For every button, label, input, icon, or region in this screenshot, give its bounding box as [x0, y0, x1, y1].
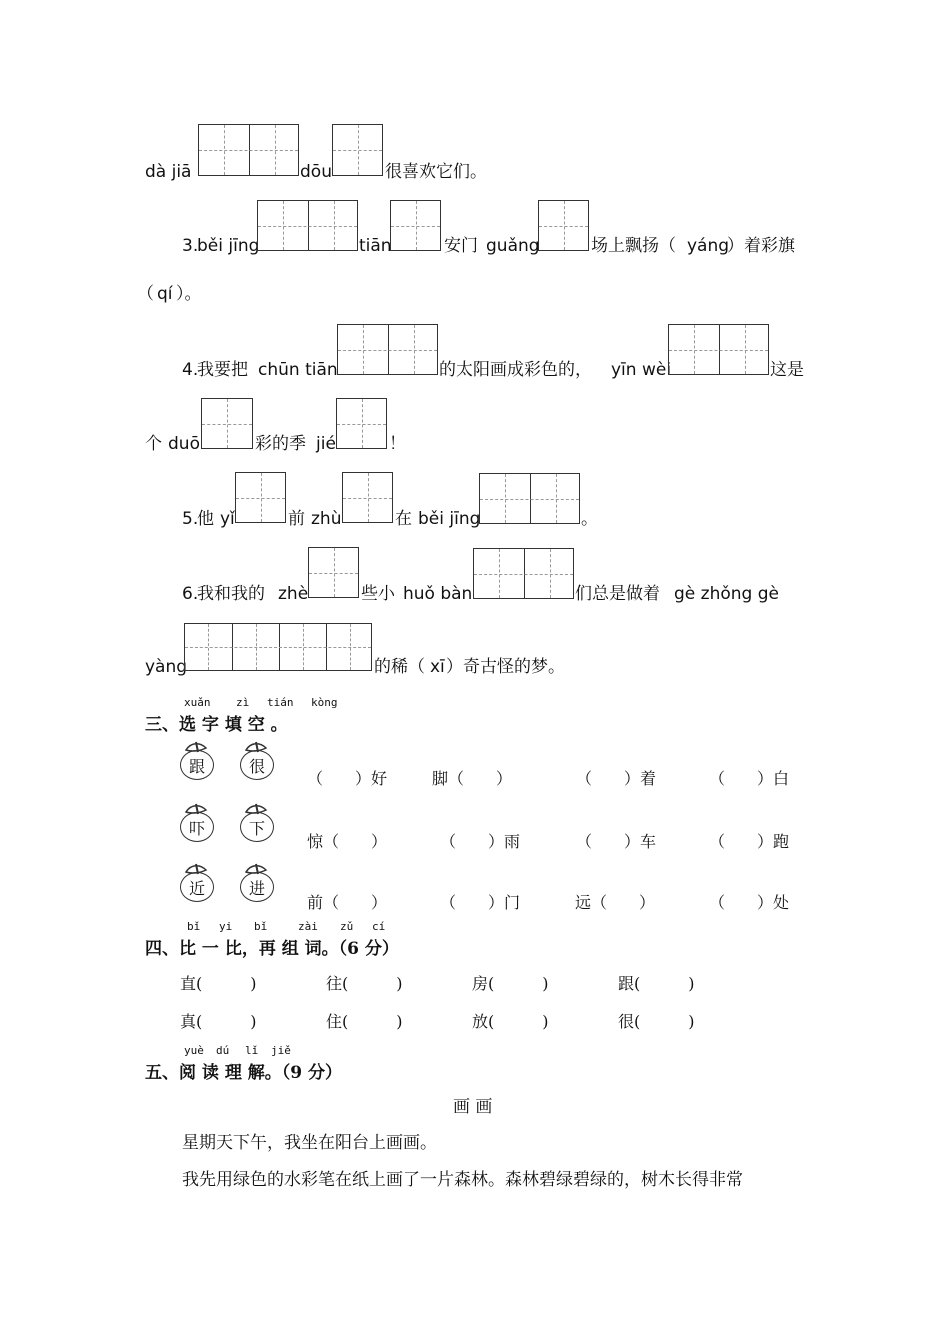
- ruby-bi2: bǐ: [254, 920, 268, 933]
- fill-blank[interactable]: 脚（ ）: [432, 769, 513, 788]
- sentence-text: ）。: [176, 284, 202, 304]
- sentence-text: 的太阳画成彩色的，: [439, 360, 592, 380]
- apple-char-card: 吓: [180, 806, 216, 842]
- ruby-xuan: xuǎn: [184, 696, 211, 709]
- ruby-bi: bǐ: [187, 920, 201, 933]
- writing-grid[interactable]: [235, 472, 286, 523]
- ruby-yi: yi: [219, 920, 233, 933]
- ruby-du: dú: [216, 1044, 230, 1057]
- fill-blank[interactable]: （ ）白: [709, 769, 790, 788]
- fill-blank[interactable]: （ ）着: [576, 769, 657, 788]
- pinyin-beijing: běi jīng: [418, 509, 481, 529]
- fill-blank[interactable]: （ ）跑: [709, 832, 790, 851]
- pinyin-yang: yàng: [145, 657, 188, 677]
- passage-paragraph: 星期天下午，我坐在阳台上画画。: [182, 1133, 437, 1153]
- section-title-5: 五、阅 读 理 解。（9 分）: [145, 1063, 343, 1083]
- sentence-text: 个: [145, 434, 162, 454]
- pinyin-tian: tiān: [359, 236, 392, 256]
- sentence-text: 们总是做着: [575, 584, 660, 604]
- sentence-text: 他: [197, 509, 214, 529]
- word-blank[interactable]: 很( ): [618, 1012, 695, 1031]
- fill-blank[interactable]: 远（ ）: [575, 893, 656, 912]
- ruby-kong: kòng: [311, 696, 338, 709]
- pinyin-jie: jié: [316, 434, 336, 454]
- pinyin-guang: guǎng: [486, 236, 540, 256]
- writing-grid[interactable]: [390, 200, 441, 251]
- passage-title: 画 画: [453, 1097, 493, 1117]
- sentence-text: 前: [288, 509, 305, 529]
- sentence-text: 在: [395, 509, 412, 529]
- section-title-4: 四、比 一 比，再 组 词。（6 分）: [145, 939, 399, 959]
- writing-grid[interactable]: [538, 200, 589, 251]
- item-number: 5.: [182, 509, 199, 529]
- ruby-jie: jiě: [271, 1044, 291, 1057]
- ruby-zai: zài: [298, 920, 318, 933]
- ruby-li: lǐ: [245, 1044, 259, 1057]
- fill-blank[interactable]: （ ）门: [440, 893, 521, 912]
- pinyin-beijing: běi jīng: [197, 236, 260, 256]
- apple-char-card: 很: [240, 744, 276, 780]
- pinyin-yi: yǐ: [220, 509, 235, 529]
- pinyin-duo: duō: [168, 434, 200, 454]
- pinyin-gezhongge: gè zhǒng gè: [674, 584, 779, 604]
- word-blank[interactable]: 真( ): [180, 1012, 257, 1031]
- fill-blank[interactable]: （ ）处: [709, 893, 790, 912]
- sentence-text: 。: [581, 509, 598, 529]
- ruby-ci: cí: [372, 920, 386, 933]
- ruby-yue: yuè: [184, 1044, 204, 1057]
- pinyin-yinwei: yīn wèi: [611, 360, 672, 380]
- fill-blank[interactable]: 惊（ ）: [307, 832, 388, 851]
- apple-char-card: 跟: [180, 744, 216, 780]
- sentence-text: （: [137, 284, 154, 304]
- sentence-text: 安门: [444, 236, 478, 256]
- writing-grid[interactable]: [473, 548, 574, 599]
- sentence-text: ！: [389, 434, 406, 454]
- fill-blank[interactable]: （ ）车: [576, 832, 657, 851]
- fill-blank[interactable]: （ ）雨: [440, 832, 521, 851]
- writing-grid[interactable]: [198, 124, 299, 176]
- writing-grid[interactable]: [201, 398, 253, 449]
- pinyin-zhu: zhù: [311, 509, 342, 529]
- apple-char-card: 近: [180, 866, 216, 902]
- writing-grid[interactable]: [308, 547, 359, 598]
- sentence-text: 我要把: [197, 360, 248, 380]
- pinyin-qi: qí: [157, 284, 173, 304]
- apple-char-card: 下: [240, 806, 276, 842]
- writing-grid[interactable]: [479, 473, 580, 524]
- pinyin-huoban: huǒ bàn: [403, 584, 473, 604]
- sentence-text: 的稀（: [374, 657, 425, 677]
- word-blank[interactable]: 直( ): [180, 974, 257, 993]
- sentence-text: ）奇古怪的梦。: [446, 657, 565, 677]
- sentence-text: ）着彩旗: [727, 236, 795, 256]
- ruby-tian: tián: [267, 696, 294, 709]
- sentence-text: 我和我的: [197, 584, 265, 604]
- word-blank[interactable]: 房( ): [472, 974, 549, 993]
- writing-grid[interactable]: [336, 398, 387, 449]
- ruby-zu: zǔ: [340, 920, 354, 933]
- word-blank[interactable]: 住( ): [326, 1012, 403, 1031]
- pinyin-dou: dōu: [300, 162, 332, 182]
- word-blank[interactable]: 放( ): [472, 1012, 549, 1031]
- sentence-text: 很喜欢它们。: [385, 162, 487, 182]
- pinyin-xi: xī: [430, 657, 445, 677]
- ruby-zi: zì: [236, 696, 250, 709]
- item-number: 4.: [182, 360, 199, 380]
- writing-grid[interactable]: [337, 324, 438, 375]
- pinyin-dajia: dà jiā: [145, 162, 192, 182]
- passage-paragraph: 我先用绿色的水彩笔在纸上画了一片森林。森林碧绿碧绿的，树木长得非常: [182, 1170, 743, 1190]
- writing-grid[interactable]: [184, 623, 372, 671]
- sentence-text: 场上飘扬（: [591, 236, 676, 256]
- writing-grid[interactable]: [257, 200, 358, 251]
- sentence-text: 彩的季: [255, 434, 306, 454]
- writing-grid[interactable]: [668, 324, 769, 375]
- apple-char-card: 进: [240, 866, 276, 902]
- word-blank[interactable]: 往( ): [326, 974, 403, 993]
- fill-blank[interactable]: 前（ ）: [307, 893, 388, 912]
- writing-grid[interactable]: [342, 472, 393, 523]
- sentence-text: 些小: [361, 584, 395, 604]
- writing-grid[interactable]: [332, 124, 383, 176]
- item-number: 6.: [182, 584, 199, 604]
- pinyin-zhe: zhè: [278, 584, 309, 604]
- pinyin-yang: yáng: [687, 236, 730, 256]
- item-number: 3.: [182, 236, 199, 256]
- word-blank[interactable]: 跟( ): [618, 974, 695, 993]
- pinyin-chuntian: chūn tiān: [258, 360, 338, 380]
- sentence-text: 这是: [770, 360, 804, 380]
- section-title-3: 三、选 字 填 空 。: [145, 715, 288, 735]
- fill-blank[interactable]: （ ）好: [307, 769, 388, 788]
